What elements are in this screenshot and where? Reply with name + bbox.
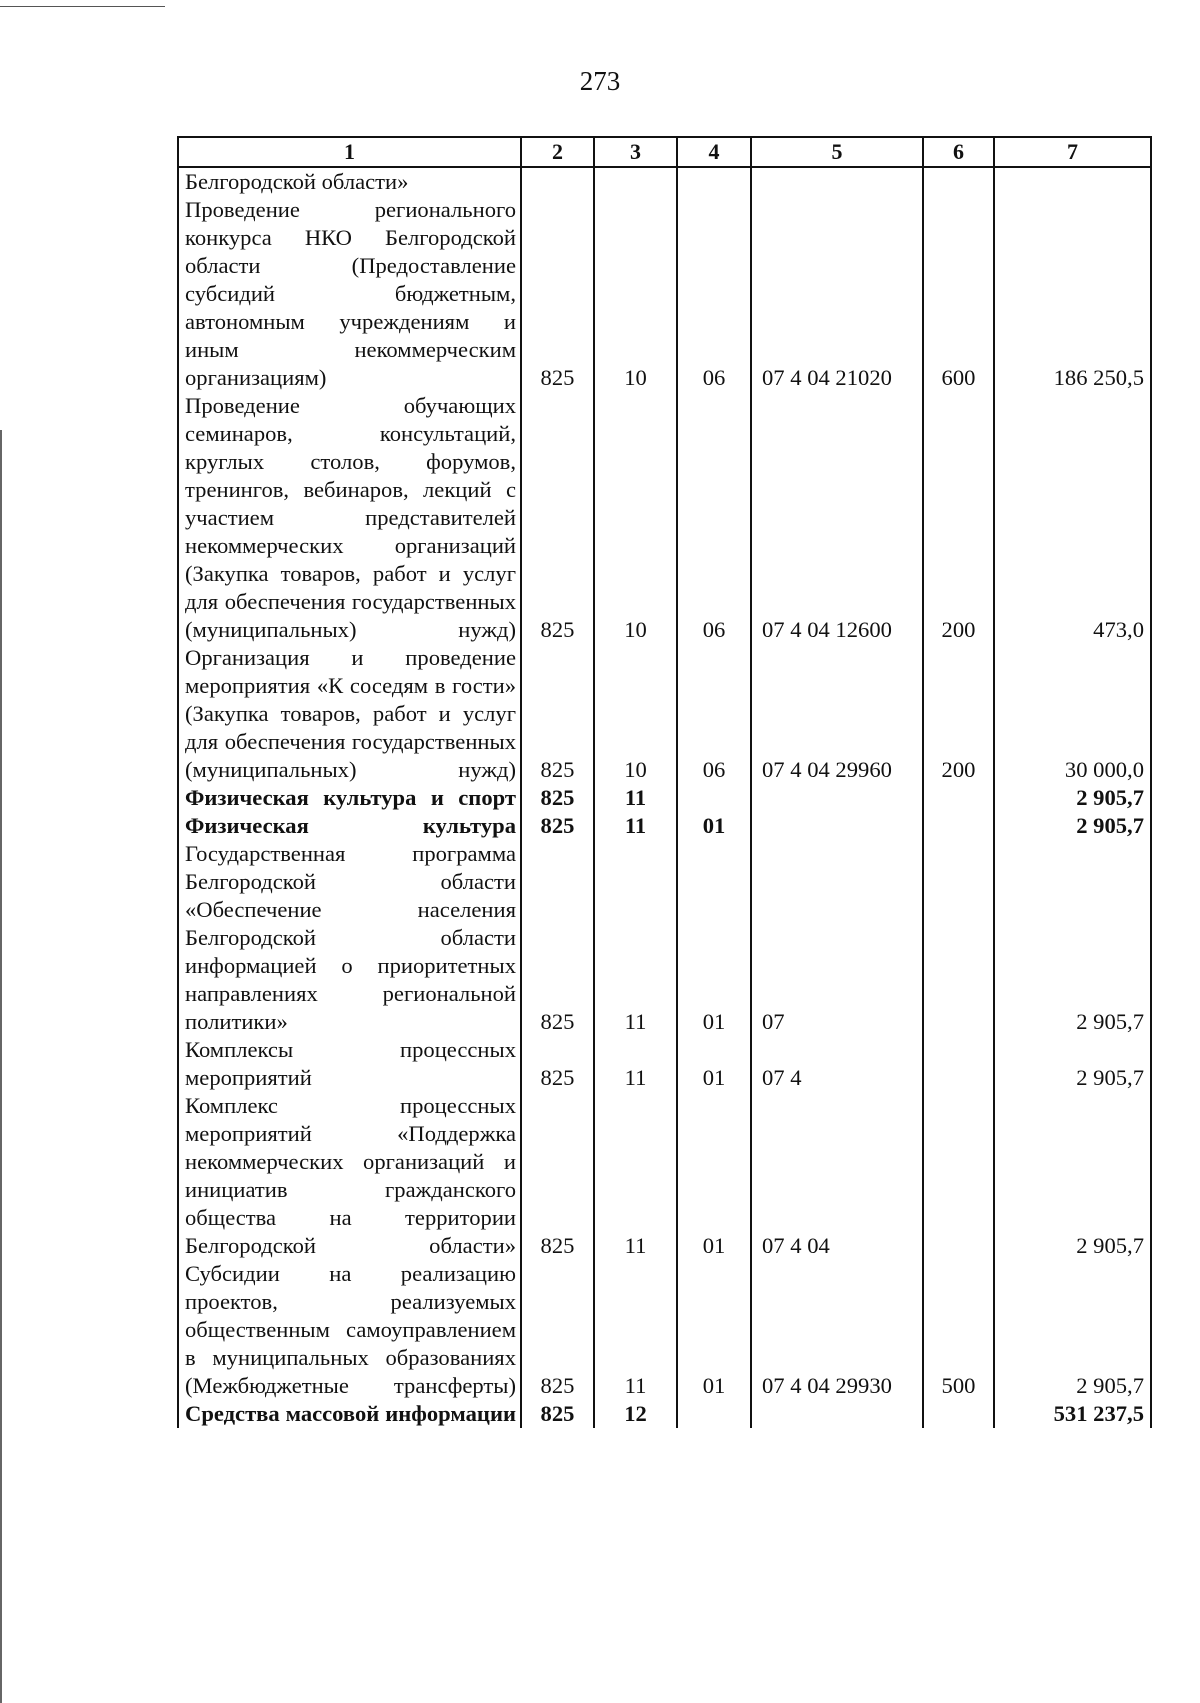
column-header-3: 3 xyxy=(594,137,677,167)
row-subsection-cell: 06 xyxy=(677,392,751,644)
row-expense-type-cell xyxy=(923,167,994,196)
row-subsection-cell: 01 xyxy=(677,1036,751,1092)
row-name-cell: Комплекс процессных мероприятий «Поддержка некоммерческих организаций и инициатив гражданского общества на территории Белгородской области» xyxy=(178,1092,521,1260)
budget-table xyxy=(177,136,1152,1428)
table-row xyxy=(178,392,1151,644)
table-row xyxy=(178,1092,1151,1260)
row-amount-cell: 30 000,0 xyxy=(994,644,1151,784)
row-ved-cell: 825 xyxy=(521,1092,594,1260)
row-target-code-cell xyxy=(751,812,923,840)
row-subsection-cell xyxy=(677,167,751,196)
row-name-cell: Физическая культура xyxy=(178,812,521,840)
row-section-cell: 10 xyxy=(594,392,677,644)
row-ved-cell: 825 xyxy=(521,784,594,812)
table-row xyxy=(178,1400,1151,1428)
row-subsection-cell: 06 xyxy=(677,196,751,392)
column-header-6: 6 xyxy=(923,137,994,167)
row-amount-cell: 531 237,5 xyxy=(994,1400,1151,1428)
row-subsection-cell: 01 xyxy=(677,812,751,840)
table-row xyxy=(178,784,1151,812)
row-section-cell: 11 xyxy=(594,1036,677,1092)
column-header-2: 2 xyxy=(521,137,594,167)
row-name-cell: Проведение регионального конкурса НКО Белгородской области (Предоставление субсидий бюджетным, автономным учреждениям и иным некоммерческим организациям) xyxy=(178,196,521,392)
row-section-cell xyxy=(594,167,677,196)
row-amount-cell xyxy=(994,167,1151,196)
row-expense-type-cell xyxy=(923,1400,994,1428)
row-expense-type-cell: 200 xyxy=(923,644,994,784)
column-header-5: 5 xyxy=(751,137,923,167)
table-row xyxy=(178,1036,1151,1092)
row-target-code-cell: 07 4 xyxy=(751,1036,923,1092)
row-name-cell: Физическая культура и спорт xyxy=(178,784,521,812)
row-amount-cell: 2 905,7 xyxy=(994,1036,1151,1092)
row-name-cell: Государственная программа Белгородской области «Обеспечение населения Белгородской области информацией о приоритетных направлениях региональной политики» xyxy=(178,840,521,1036)
row-name-cell: Средства массовой информации xyxy=(178,1400,521,1428)
row-ved-cell: 825 xyxy=(521,1260,594,1400)
column-header-1: 1 xyxy=(178,137,521,167)
row-amount-cell: 2 905,7 xyxy=(994,1260,1151,1400)
row-section-cell: 11 xyxy=(594,1260,677,1400)
page-number: 273 xyxy=(579,66,621,96)
row-ved-cell: 825 xyxy=(521,644,594,784)
row-subsection-cell: 06 xyxy=(677,644,751,784)
row-target-code-cell xyxy=(751,167,923,196)
row-amount-cell: 2 905,7 xyxy=(994,784,1151,812)
row-section-cell: 10 xyxy=(594,196,677,392)
row-ved-cell xyxy=(521,167,594,196)
scan-edge-line-left xyxy=(0,430,2,1703)
row-name-cell: Комплексы процессных мероприятий xyxy=(178,1036,521,1092)
row-amount-cell: 473,0 xyxy=(994,392,1151,644)
table-header-row xyxy=(178,137,1151,167)
row-target-code-cell xyxy=(751,1400,923,1428)
row-section-cell: 11 xyxy=(594,784,677,812)
row-section-cell: 10 xyxy=(594,644,677,784)
table-row xyxy=(178,1260,1151,1400)
row-amount-cell: 2 905,7 xyxy=(994,812,1151,840)
table-row xyxy=(178,196,1151,392)
row-expense-type-cell: 500 xyxy=(923,1260,994,1400)
row-target-code-cell: 07 4 04 21020 xyxy=(751,196,923,392)
row-name-cell: Организация и проведение мероприятия «К соседям в гости» (Закупка товаров, работ и услуг для обеспечения государственных (муниципальных) нужд) xyxy=(178,644,521,784)
row-subsection-cell: 01 xyxy=(677,1260,751,1400)
row-ved-cell: 825 xyxy=(521,812,594,840)
row-ved-cell: 825 xyxy=(521,840,594,1036)
column-header-7: 7 xyxy=(994,137,1151,167)
row-subsection-cell xyxy=(677,1400,751,1428)
table-row xyxy=(178,840,1151,1036)
row-section-cell: 11 xyxy=(594,1092,677,1260)
scan-edge-line-top xyxy=(0,6,165,7)
row-expense-type-cell: 200 xyxy=(923,392,994,644)
row-expense-type-cell xyxy=(923,1036,994,1092)
row-name-cell: Проведение обучающих семинаров, консультаций, круглых столов, форумов, тренингов, вебинаров, лекций с участием представителей некоммерческих организаций (Закупка товаров, работ и услуг для обеспечения государственных (муниципальных) нужд) xyxy=(178,392,521,644)
row-target-code-cell: 07 4 04 xyxy=(751,1092,923,1260)
row-section-cell: 11 xyxy=(594,812,677,840)
row-ved-cell: 825 xyxy=(521,196,594,392)
row-target-code-cell: 07 4 04 29930 xyxy=(751,1260,923,1400)
row-ved-cell: 825 xyxy=(521,1400,594,1428)
row-expense-type-cell: 600 xyxy=(923,196,994,392)
row-subsection-cell xyxy=(677,784,751,812)
row-section-cell: 11 xyxy=(594,840,677,1036)
table-row xyxy=(178,812,1151,840)
row-ved-cell: 825 xyxy=(521,1036,594,1092)
row-name-cell: Субсидии на реализацию проектов, реализуемых общественным самоуправлением в муниципальных образованиях (Межбюджетные трансферты) xyxy=(178,1260,521,1400)
row-target-code-cell: 07 4 04 29960 xyxy=(751,644,923,784)
table-row xyxy=(178,167,1151,196)
row-target-code-cell: 07 4 04 12600 xyxy=(751,392,923,644)
row-subsection-cell: 01 xyxy=(677,1092,751,1260)
row-amount-cell: 2 905,7 xyxy=(994,1092,1151,1260)
table-row xyxy=(178,644,1151,784)
row-amount-cell: 2 905,7 xyxy=(994,840,1151,1036)
row-expense-type-cell xyxy=(923,784,994,812)
row-section-cell: 12 xyxy=(594,1400,677,1428)
column-header-4: 4 xyxy=(677,137,751,167)
row-expense-type-cell xyxy=(923,840,994,1036)
row-target-code-cell: 07 xyxy=(751,840,923,1036)
row-amount-cell: 186 250,5 xyxy=(994,196,1151,392)
row-expense-type-cell xyxy=(923,812,994,840)
row-subsection-cell: 01 xyxy=(677,840,751,1036)
row-ved-cell: 825 xyxy=(521,392,594,644)
row-target-code-cell xyxy=(751,784,923,812)
row-name-cell: Белгородской области» xyxy=(178,167,521,196)
row-expense-type-cell xyxy=(923,1092,994,1260)
